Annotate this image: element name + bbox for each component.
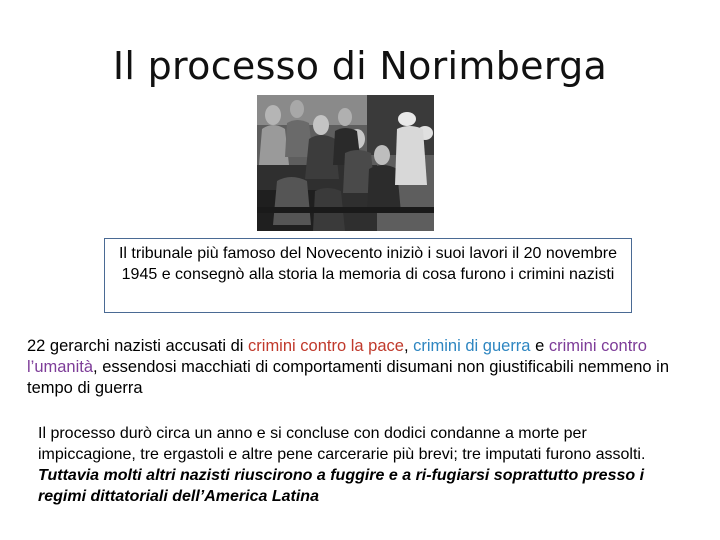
accusations-paragraph xyxy=(27,336,699,399)
outcome-emphasis: Tuttavia molti altri nazisti riuscirono a fuggire e a ri-fugiarsi soprattutto presso i regimi dittatoriali dell’America Latina xyxy=(38,467,645,505)
slide-title: Il processo di Norimberga xyxy=(112,44,608,88)
outcome-paragraph xyxy=(38,423,678,507)
war-crimes: crimini di guerra xyxy=(413,337,531,355)
nuremberg-trial-photo xyxy=(257,95,434,231)
crimes-against-humanity: crimini contro l’umanità xyxy=(27,337,647,376)
callout-text: Il tribunale più famoso del Novecento iniziò i suoi lavori il 20 novembre 1945 e consegnò alla storia la memoria di cosa furono i crimini nazisti xyxy=(118,245,618,283)
accusations-intro: 22 gerarchi nazisti accusati di xyxy=(27,337,249,355)
accusations-rest: , essendosi macchiati di comportamenti disumani non giustificabili nemmeno in tempo di guerra xyxy=(27,358,669,397)
callout-box xyxy=(104,238,632,313)
outcome-text: Il processo durò circa un anno e si concluse con dodici condanne a morte per impiccagione, tre ergastoli e altre pene carcerarie più brevi; tre imputati furono assolti. xyxy=(38,425,646,463)
separator-and: e xyxy=(530,337,549,355)
crimes-against-peace: crimini contro la pace xyxy=(248,337,404,355)
separator-comma: , xyxy=(403,337,414,355)
